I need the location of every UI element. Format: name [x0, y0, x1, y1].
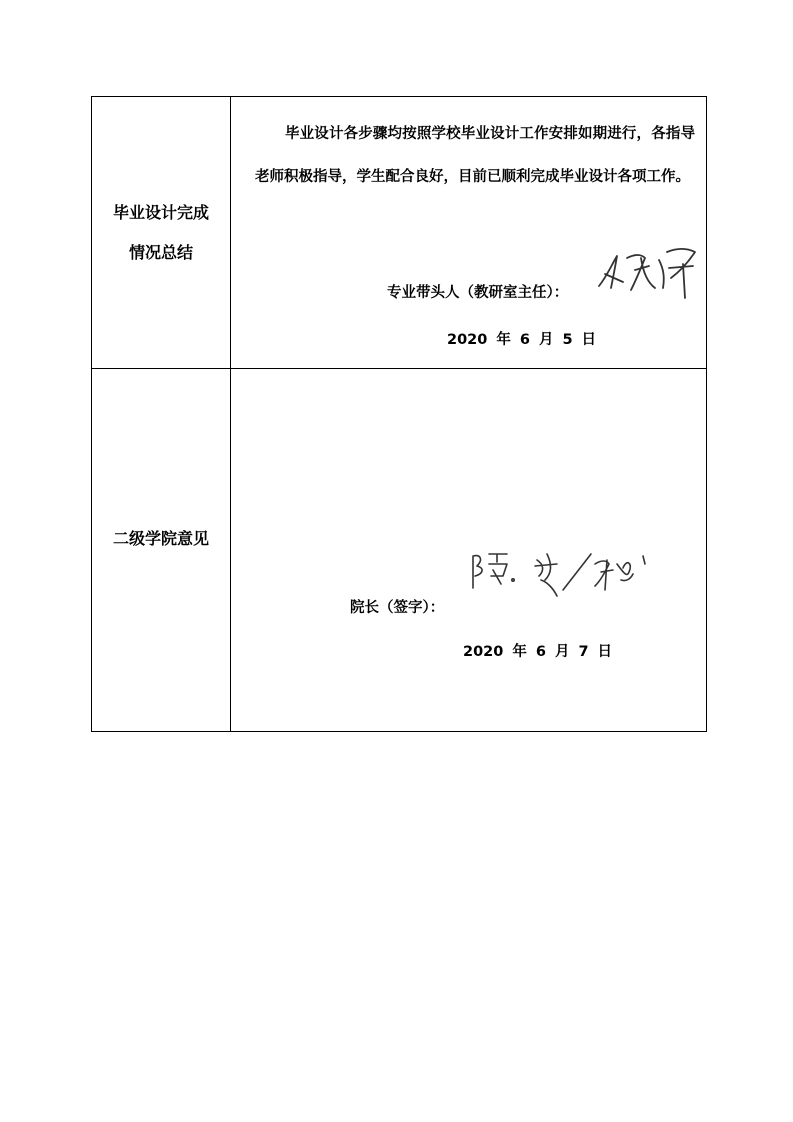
completion-summary-text: 毕业设计各步骤均按照学校毕业设计工作安排如期进行，各指导老师积极指导，学生配合良好，目前已顺利完成毕业设计各项工作。 — [255, 126, 695, 185]
date-year-unit: 年 — [512, 644, 527, 660]
date-year: 2020 — [447, 332, 488, 348]
date-day: 5 — [562, 332, 573, 348]
date-month: 6 — [535, 644, 546, 660]
dean-signature — [467, 542, 657, 602]
date-year: 2020 — [463, 644, 504, 660]
summary-form-table — [91, 96, 707, 732]
program-head-signature — [597, 242, 707, 302]
dean-signature-date — [463, 640, 612, 661]
column-divider — [230, 97, 231, 731]
dean-signature-label: 院长（签字）： — [350, 600, 445, 616]
college-opinion-label: 二级学院意见 — [112, 529, 209, 548]
date-month-unit: 月 — [554, 644, 570, 660]
date-month-unit: 月 — [538, 332, 554, 348]
program-head-signature-label: 专业带头人（教研室主任）： — [387, 285, 569, 301]
date-day-unit: 日 — [581, 332, 597, 348]
date-day-unit: 日 — [597, 644, 613, 660]
date-month: 6 — [519, 332, 530, 348]
program-head-signature-date — [447, 328, 596, 349]
completion-summary-label — [92, 193, 230, 273]
row-divider — [92, 368, 706, 369]
date-day: 7 — [578, 644, 589, 660]
date-year-unit: 年 — [496, 332, 511, 348]
completion-summary-label-line1: 毕业设计完成 — [112, 203, 209, 222]
completion-summary-label-line2: 情况总结 — [128, 243, 193, 262]
